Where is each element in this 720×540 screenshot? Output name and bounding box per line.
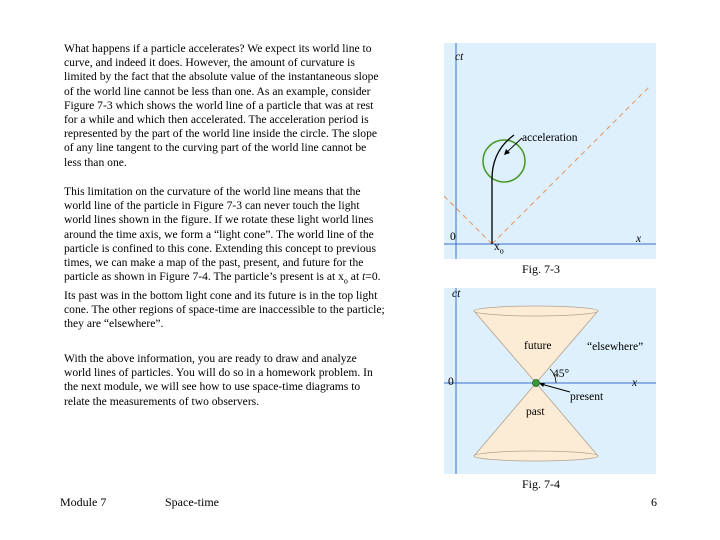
fig74-past-label: past — [526, 406, 545, 418]
fig74-caption: Fig. 7-4 — [522, 477, 561, 491]
paragraph-light-cone — [64, 185, 386, 331]
paragraph-homework: With the above information, you are ready to draw and analyze world lines of particles. You will do so in a homework problem. In the next module, we will see how to use space-time diagrams to relate the measurements of two observers. — [64, 352, 373, 408]
fig74-ct-label: ct — [452, 288, 461, 300]
figure-7-4-graphic — [444, 288, 656, 474]
fig73-ct-label: ct — [455, 51, 464, 63]
present-dot — [533, 380, 540, 387]
p2-x-subscript: o — [343, 276, 348, 286]
fig73-xo-sub: o — [499, 246, 504, 256]
past-cone-rim — [474, 451, 598, 461]
fig73-xo-label — [494, 241, 504, 255]
p2-t-var: t — [362, 270, 366, 284]
fig73-acceleration-label: acceleration — [522, 132, 578, 144]
footer-module: Module 7 — [60, 495, 107, 509]
figure-7-3-background — [444, 43, 656, 259]
fig74-x-label: x — [632, 377, 638, 389]
figure-7-3 — [444, 43, 656, 259]
footer-topic: Space-time — [165, 495, 219, 509]
fig73-caption: Fig. 7-3 — [522, 262, 561, 276]
fig74-origin-label: 0 — [448, 376, 454, 388]
p2-text-b: =0. Its past was in the bottom light cone and its future is in the top light cone. The other regions of space-time are inaccessible to the particle; they are “elsewhere”. — [64, 270, 385, 331]
fig73-x-label: x — [636, 233, 642, 245]
future-cone-rim — [474, 306, 598, 316]
fig73-xo-x: x — [494, 241, 500, 253]
fig74-future-label: future — [524, 340, 552, 352]
fig73-origin-label: 0 — [450, 231, 456, 243]
fig74-angle-label: 45° — [553, 368, 570, 380]
p2-x-var: x — [338, 270, 344, 284]
figure-7-3-graphic — [444, 43, 656, 259]
p2-text-at: at — [347, 270, 363, 284]
fig74-present-label: present — [570, 391, 604, 403]
figure-7-4 — [444, 288, 656, 474]
p2-text-a: This limitation on the curvature of the world line means that the world line of the particle in Figure 7-3 can never touch the light world lines shown in the figure. If we rotate these light world lines around the time axis, we form a “light cone”. The world line of the particle is confined to this cone. Extending this concept to previous times, we can make a map of the past, present, and future for the particle as shown in Figure 7-4. The particle’s present is at — [64, 185, 376, 284]
footer-page-number: 6 — [651, 495, 657, 509]
paragraph-acceleration: What happens if a particle accelerates? We expect its world line to curve, and indeed it does. However, the amount of curvature is limited by the fact that the absolute value of the instantaneous slope of the world line cannot be less than one. As an example, consider Figure 7-3 which shows the world line of a particle that was at rest for a while and which then accelerated. The acceleration period is represented by the part of the world line inside the circle. The slope of any line tangent to the curving part of the world line cannot be less than one. — [64, 42, 379, 169]
fig74-elsewhere-label: “elsewhere” — [587, 341, 644, 353]
